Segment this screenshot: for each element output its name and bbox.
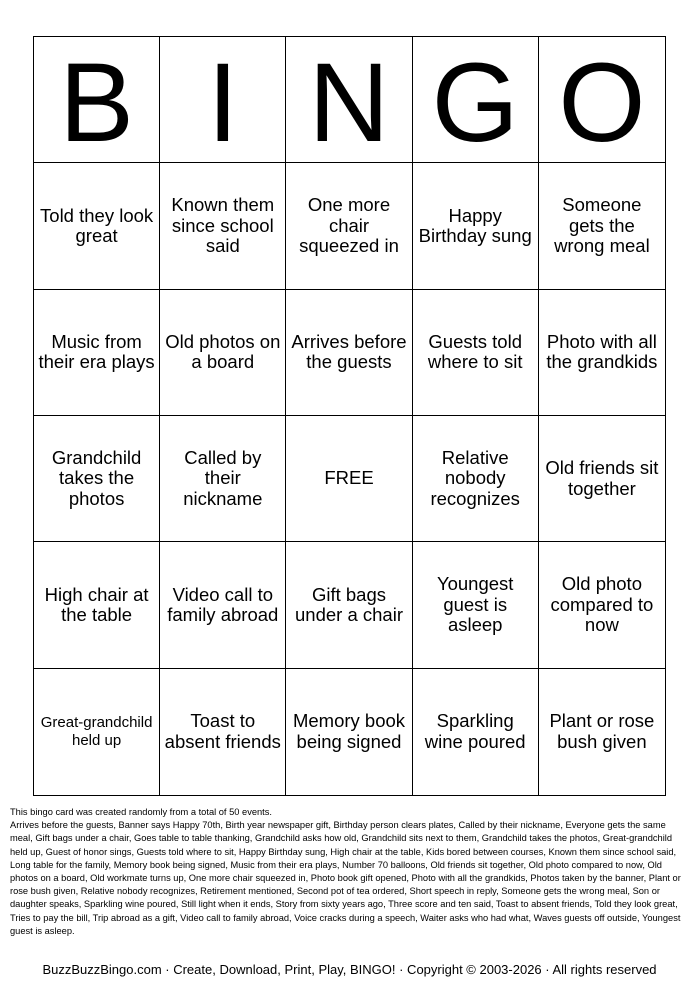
bingo-cell: Music from their era plays bbox=[34, 290, 160, 416]
bingo-cell: Great-grandchild held up bbox=[34, 669, 160, 795]
bingo-cell: Old friends sit together bbox=[539, 416, 665, 542]
bingo-cell: Old photo compared to now bbox=[539, 542, 665, 668]
header-letter-b: B bbox=[34, 37, 160, 163]
bingo-cell: High chair at the table bbox=[34, 542, 160, 668]
bingo-cell: One more chair squeezed in bbox=[286, 163, 412, 289]
bingo-cell: Toast to absent friends bbox=[160, 669, 286, 795]
bingo-cell: Guests told where to sit bbox=[413, 290, 539, 416]
card-info-event-list: Arrives before the guests, Banner says Happy 70th, Birth year newspaper gift, Birthday person clears plates, Called by their nickname, Everyone gets the same meal, Gift bags under a chair, Goes table to table thanking, Grandchild asks how old, Grandchild sits next to them, Grandchild takes the photos, Great-grandchild held up, Guest of honor sings, Guests told where to sit, Happy Birthday sung, High chair at the table, Kids bored between courses, Known them since school said, Long table for the family, Memory book being signed, Music from their era plays, Number 70 balloons, Old friends sit together, Old photo compared to now, Old photos on a board, Old workmate turns up, One more chair squeezed in, Photo book gift opened, Photo with all the grandkids, Photos taken by the banner, Plant or rose bush given, Relative nobody recognizes, Retirement mentioned, Second pot of tea ordered, Short speech in reply, Someone gets the wrong meal, Son or daughter speaks, Sparkling wine poured, Still light when it ends, Story from sixty years ago, Three score and ten said, Toast to absent friends, Told they look great, Tries to pay the bill, Trip abroad as a gift, Video call to family abroad, Voice cracks during a speech, Waiter asks who had what, Waves guests off outside, Youngest guest is asleep. bbox=[10, 820, 681, 936]
bingo-cell: Memory book being signed bbox=[286, 669, 412, 795]
bingo-cell: Happy Birthday sung bbox=[413, 163, 539, 289]
bingo-cell: Youngest guest is asleep bbox=[413, 542, 539, 668]
header-letter-n: N bbox=[286, 37, 412, 163]
bingo-cell: Photo with all the grandkids bbox=[539, 290, 665, 416]
card-info bbox=[10, 806, 690, 938]
bingo-cell: Relative nobody recognizes bbox=[413, 416, 539, 542]
bingo-cell: Someone gets the wrong meal bbox=[539, 163, 665, 289]
bingo-cell: Old photos on a board bbox=[160, 290, 286, 416]
header-letter-o: O bbox=[539, 37, 665, 163]
bingo-card bbox=[33, 36, 666, 796]
card-info-summary: This bingo card was created randomly from a total of 50 events. bbox=[10, 807, 272, 817]
bingo-cell: Gift bags under a chair bbox=[286, 542, 412, 668]
bingo-cell: Called by their nickname bbox=[160, 416, 286, 542]
bingo-cell: Told they look great bbox=[34, 163, 160, 289]
header-letter-i: I bbox=[160, 37, 286, 163]
bingo-cell: Video call to family abroad bbox=[160, 542, 286, 668]
free-space-cell: FREE bbox=[286, 416, 412, 542]
bingo-cell: Sparkling wine poured bbox=[413, 669, 539, 795]
header-letter-g: G bbox=[413, 37, 539, 163]
page-footer: BuzzBuzzBingo.com · Create, Download, Print, Play, BINGO! · Copyright © 2003-2026 · All rights reserved bbox=[42, 962, 657, 977]
bingo-cell: Grandchild takes the photos bbox=[34, 416, 160, 542]
bingo-cell: Plant or rose bush given bbox=[549, 710, 655, 752]
bingo-cell: Known them since school said bbox=[160, 163, 286, 289]
bingo-cell: Arrives before the guests bbox=[286, 290, 412, 416]
